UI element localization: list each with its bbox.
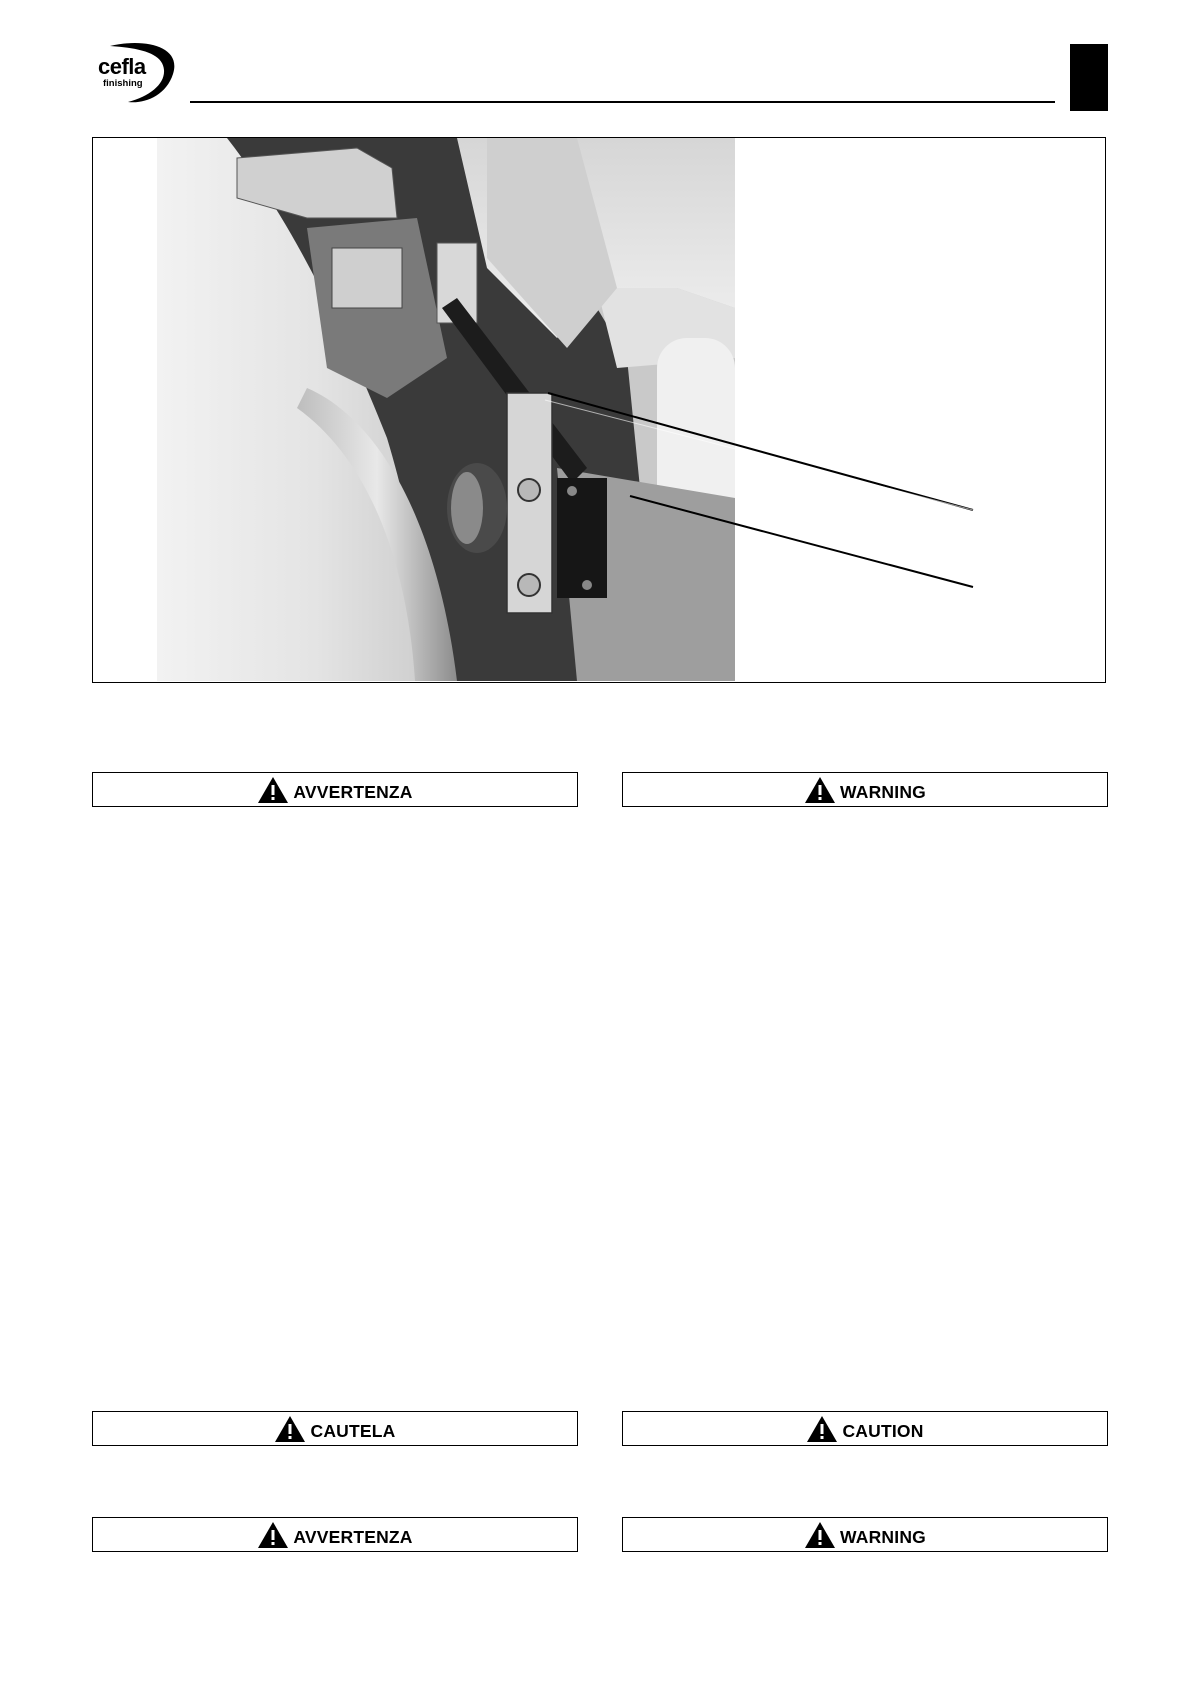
warning-triangle-icon xyxy=(257,776,289,804)
section-thumb-tab xyxy=(1070,44,1108,111)
notice-label: AVVERTENZA xyxy=(293,781,413,802)
logo-subtitle: finishing xyxy=(103,78,143,89)
warning-triangle-icon xyxy=(274,1415,306,1443)
notice-label: WARNING xyxy=(840,1526,926,1547)
notice-label: AVVERTENZA xyxy=(293,1526,413,1547)
warning-triangle-icon xyxy=(806,1415,838,1443)
notice-label: WARNING xyxy=(840,781,926,802)
warning-triangle-icon xyxy=(257,1521,289,1549)
notice-warning-bottom xyxy=(622,1517,1108,1552)
cefla-logo xyxy=(92,40,192,108)
callout-line-2 xyxy=(630,496,973,587)
warning-triangle-icon xyxy=(804,1521,836,1549)
notice-avvertenza-top xyxy=(92,772,578,807)
logo-wordmark: cefla xyxy=(98,54,146,79)
notice-label: CAUTION xyxy=(842,1420,924,1441)
notice-label: CAUTELA xyxy=(310,1420,396,1441)
warning-triangle-icon xyxy=(804,776,836,804)
notice-cautela xyxy=(92,1411,578,1446)
header-rule xyxy=(190,101,1055,103)
callout-line-1 xyxy=(548,393,973,510)
notice-caution xyxy=(622,1411,1108,1446)
figure-frame xyxy=(92,137,1106,683)
callout-leaders xyxy=(93,138,1105,681)
notice-warning-top xyxy=(622,772,1108,807)
notice-avvertenza-bottom xyxy=(92,1517,578,1552)
